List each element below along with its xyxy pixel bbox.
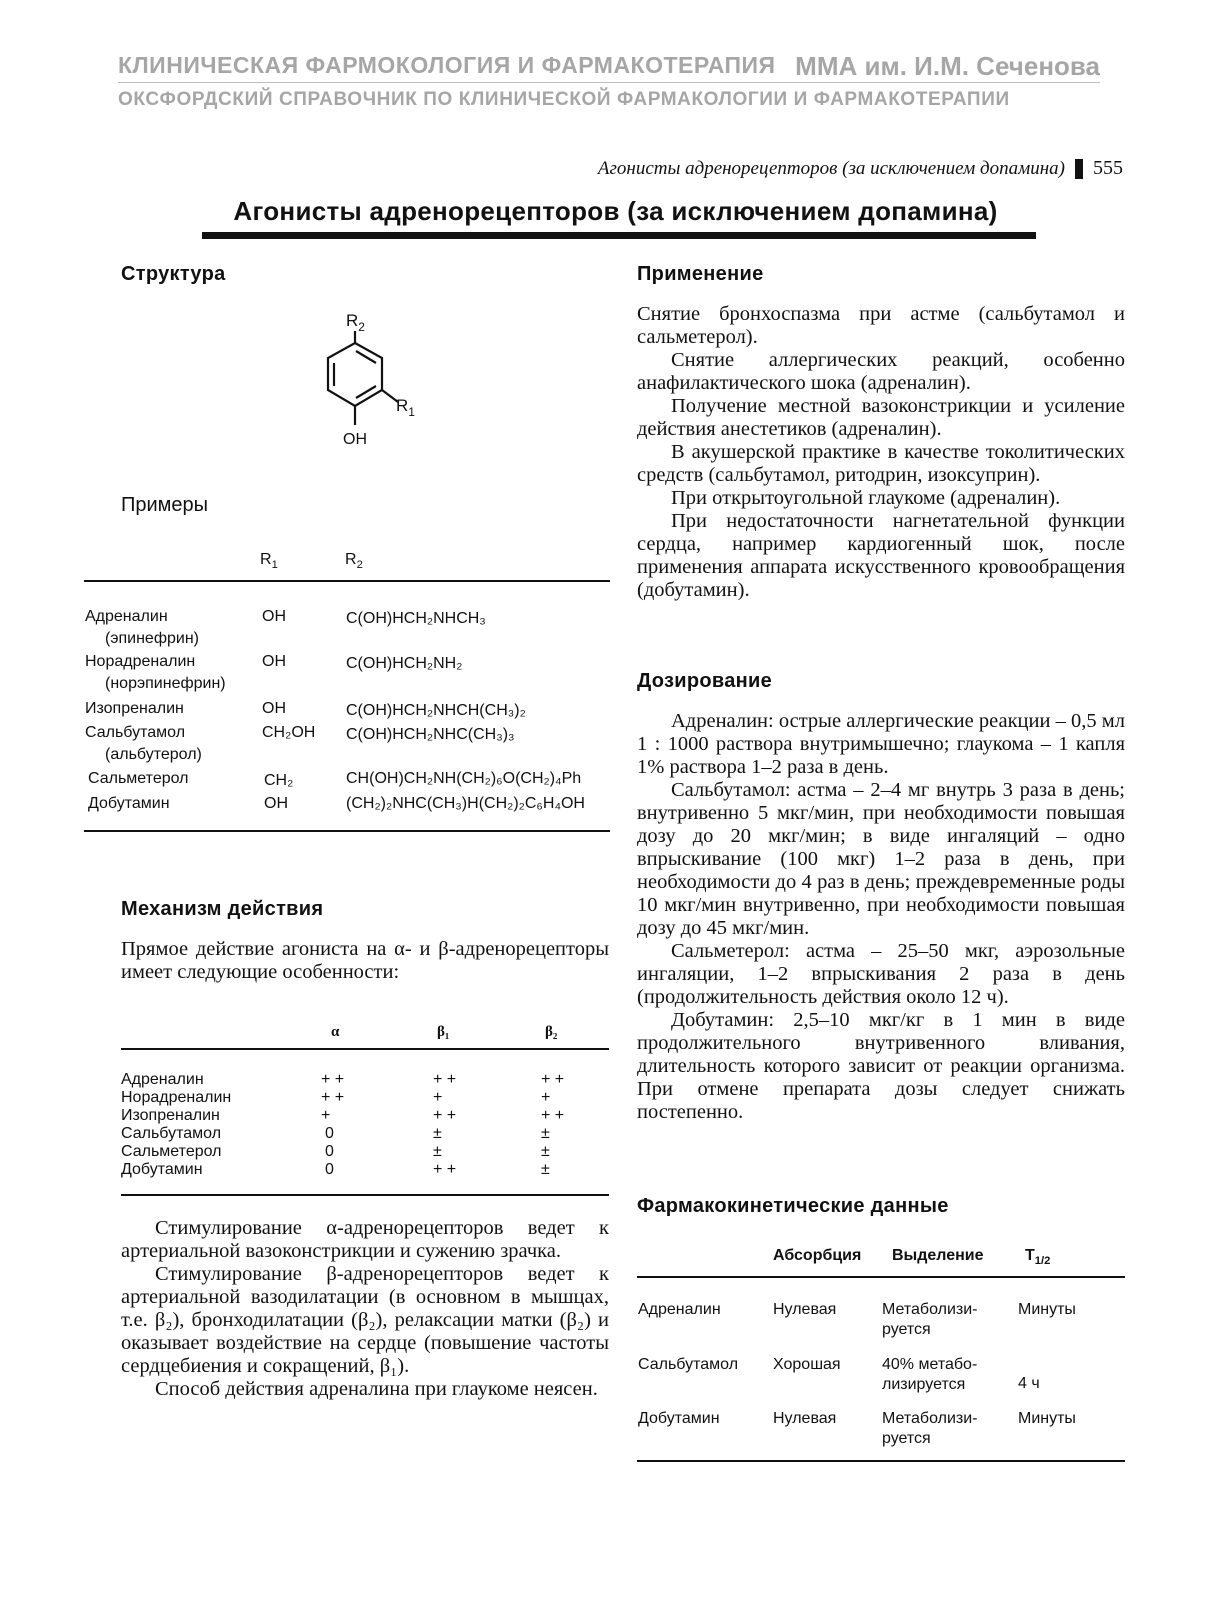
pk-col-halflife: $T_{1/2}$ [1025, 1247, 1051, 1268]
cell-excretion: Метаболизи- руется [882, 1301, 978, 1338]
cell-r1: CH₂OH [262, 724, 316, 741]
col-beta2: β₂ [545, 1024, 558, 1040]
structure-heading: Структура [121, 263, 226, 285]
pk-bottom-rule [637, 1460, 1125, 1462]
cell-r2: (CH₂)₂NHC(CH₃)H(CH₂)₂C₆H₄OH [346, 795, 585, 812]
page-number: 555 [1093, 157, 1123, 179]
paragraph: При недостаточности нагнетательной функции сердца, например кардиогенный шок, после применения аппарата искусственного кровообращения (добутамин). [637, 510, 1125, 601]
table-row: Сальметерол [88, 770, 189, 787]
paragraph: Адреналин: острые аллергические реакции – 0,5 мл 1 : 1000 раствора внутримышечно; глаукома – 1 капля 1% раствора 1–2 раза в день. [637, 710, 1125, 778]
dosage-text [637, 710, 1125, 1124]
table-row: Адреналин (эпинефрин) [85, 608, 199, 647]
header-left-text: КЛИНИЧЕСКАЯ ФАРМОКОЛОГИЯ И ФАРМАКОТЕРАПИЯ [118, 52, 776, 78]
header-line-2: ОКСФОРДСКИЙ СПРАВОЧНИК ПО КЛИНИЧЕСКОЙ ФАРМАКОЛОГИИ И ФАРМАКОТЕРАПИИ [118, 89, 1010, 110]
pk-top-rule [637, 1276, 1125, 1278]
structure-diagram [300, 305, 440, 450]
header-right-text: ММА им. И.М. Сеченова [795, 51, 1100, 81]
running-head-bar [1075, 159, 1083, 179]
cell-halflife: Минуты [1018, 1410, 1076, 1427]
mechanism-bottom-rule [121, 1194, 609, 1196]
table-row: Добутамин [638, 1410, 720, 1427]
r2-label: $R_2$ [346, 311, 365, 334]
cell-r2: C(OH)HCH₂NHCH₃ [346, 610, 486, 627]
pk-col-absorption: Абсорбция [773, 1247, 862, 1264]
paragraph: Добутамин: 2,5–10 мкг/кг в 1 мин в виде продолжительного внутривенного вливания, длительность которого зависит от реакции организма. При отмене препарата дозы следует снижать постепенно. [637, 1009, 1125, 1123]
pk-heading: Фармакокинетические данные [637, 1195, 949, 1217]
paragraph: Снятие бронхоспазма при астме (сальбутамол и сальметерол). [637, 303, 1125, 348]
paragraph: Стимулирование β-адренорецепторов ведет к артериальной вазодилатации (в основном в мышцах, т.е. β₂), бронходилатации (β₂), релаксации матки (β₂) и оказывает воздействие на сердце (повышение частоты сердцебиения и сокращений, β₁). [121, 1263, 609, 1377]
examples-top-rule [84, 580, 610, 582]
table-row: Изопреналин [85, 700, 184, 717]
examples-col-r2: $R_2$ [345, 551, 363, 572]
cell-r2: C(OH)HCH₂NHCH(CH₃)₂ [346, 702, 526, 719]
cell-absorption: Нулевая [773, 1301, 837, 1318]
oh-label: OH [343, 431, 367, 448]
mechanism-text [121, 1217, 609, 1401]
paragraph: Сальбутамол: астма – 2–4 мг внутрь 3 раза в день; внутривенно 5 мкг/мин, при необходимости повышая дозу до 20 мкг/мин; в виде ингаляций – одно впрыскивание (100 мкг) 1–2 раза в день, при необходимости до 4 раз в день; преждевременные роды 10 мкг/мин внутривенно, при необходимости повышая дозу до 45 мкг/мин. [637, 779, 1125, 939]
header-divider [118, 82, 1100, 83]
paragraph: Получение местной вазоконстрикции и усиление действия анестетиков (адреналин). [637, 395, 1125, 440]
cell-r2: CH(OH)CH₂NH(CH₂)₆O(CH₂)₄Ph [346, 770, 582, 787]
examples-col-r1: $R_1$ [260, 551, 278, 572]
cell-r1: OH [262, 700, 286, 717]
table-row: Добутамин [88, 795, 170, 812]
cell-halflife: Минуты [1018, 1301, 1076, 1318]
pk-col-excretion: Выделение [892, 1247, 984, 1264]
running-head-text: Агонисты адренорецепторов (за исключением допамина) [597, 157, 1065, 179]
table-row: Сальбутамол [638, 1356, 739, 1373]
table-row: Норадреналин (норэпинефрин) [85, 653, 226, 692]
cell-halflife: 4 ч [1018, 1375, 1040, 1392]
title-rule [202, 232, 1036, 239]
benzene-ring [328, 343, 382, 406]
table-row: Адреналин [638, 1301, 721, 1318]
running-head [598, 157, 1123, 180]
paragraph: Стимулирование α-адренорецепторов ведет к артериальной вазоконстрикции и сужению зрачка. [121, 1217, 609, 1262]
dosage-heading: Дозирование [637, 670, 773, 692]
paragraph: Снятие аллергических реакций, особенно анафилактического шока (адреналин). [637, 349, 1125, 394]
cell-r1: CH₂ [264, 772, 294, 789]
cell-absorption: Хорошая [773, 1356, 841, 1373]
cell-r1: OH [262, 653, 286, 670]
cell-excretion: 40% метабо- лизируется [882, 1356, 978, 1393]
cell-r1: OH [262, 608, 286, 625]
page-title: Агонисты адренорецепторов (за исключением допамина) [233, 196, 998, 226]
header-line-1 [118, 52, 1100, 79]
paragraph: В акушерской практике в качестве токолитических средств (сальбутамол, ритодрин, изоксуприн). [637, 441, 1125, 486]
mechanism-top-rule [121, 1048, 609, 1050]
paragraph: При открытоугольной глаукоме (адреналин). [671, 487, 1061, 509]
application-text [637, 303, 1125, 602]
paragraph: Способ действия адреналина при глаукоме неясен. [155, 1378, 598, 1400]
cell-absorption: Нулевая [773, 1410, 837, 1427]
col-alpha: α [331, 1024, 340, 1040]
mechanism-intro: Прямое действие агониста на α- и β-адренорецепторы имеет следующие особенности: [121, 938, 609, 983]
col-beta1: β₁ [437, 1024, 450, 1040]
cell-r1: OH [264, 795, 288, 812]
table-row: Сальбутамол (альбутерол) [85, 724, 202, 763]
cell-r2: C(OH)HCH₂NHC(CH₃)₃ [346, 726, 515, 743]
cell-r2: C(OH)HCH₂NH₂ [346, 655, 463, 672]
paragraph: Сальметерол: астма – 25–50 мкг, аэрозольные ингаляции, 1–2 впрыскивания 2 раза в день (продолжительность действия около 12 ч). [637, 940, 1125, 1008]
examples-bottom-rule [84, 830, 610, 832]
application-heading: Применение [637, 263, 764, 285]
mechanism-heading: Механизм действия [121, 898, 324, 920]
r1-label: $R_1$ [396, 396, 415, 419]
examples-heading: Примеры [121, 494, 209, 516]
cell-excretion: Метаболизи- руется [882, 1410, 978, 1447]
